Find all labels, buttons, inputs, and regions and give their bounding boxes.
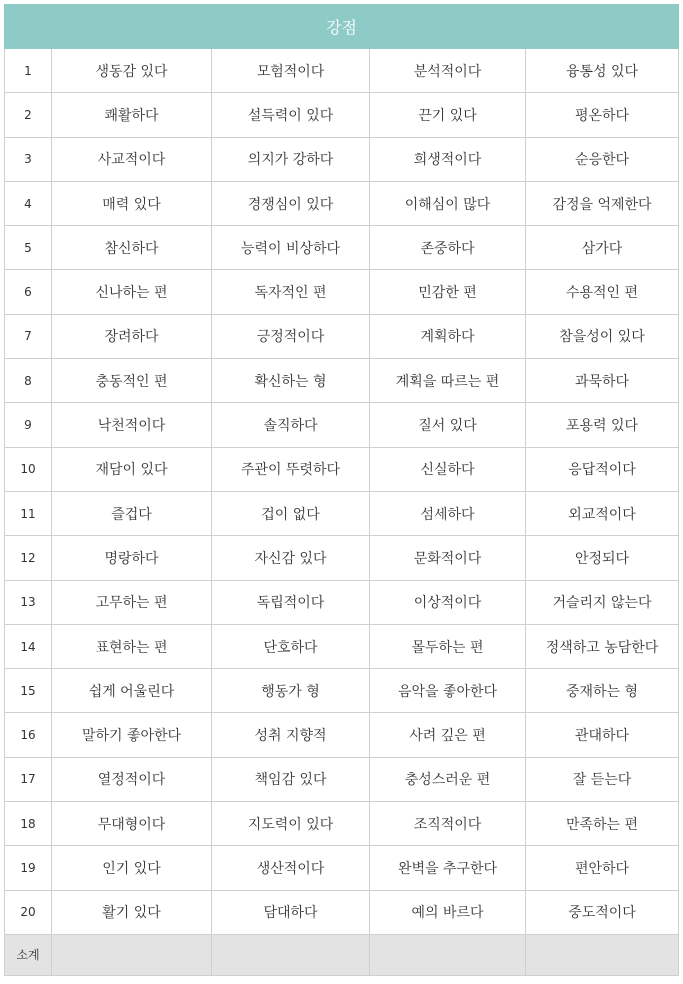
- trait-cell: 수용적인 편: [526, 270, 679, 314]
- table-title: 강점: [5, 5, 679, 49]
- table-row: [5, 536, 679, 580]
- trait-cell: 충동적인 편: [52, 359, 212, 403]
- trait-cell: 단호하다: [212, 624, 370, 668]
- trait-cell: 모험적이다: [212, 49, 370, 93]
- trait-cell: 사교적이다: [52, 137, 212, 181]
- trait-cell: 조직적이다: [370, 802, 526, 846]
- trait-cell: 생산적이다: [212, 846, 370, 890]
- trait-cell: 충성스러운 편: [370, 757, 526, 801]
- trait-cell: 평온하다: [526, 93, 679, 137]
- row-number: 6: [5, 270, 52, 314]
- trait-cell: 존중하다: [370, 226, 526, 270]
- trait-cell: 열정적이다: [52, 757, 212, 801]
- subtotal-label: 소계: [5, 934, 52, 975]
- row-number: 8: [5, 359, 52, 403]
- subtotal-cell[interactable]: [370, 934, 526, 975]
- strengths-table: [4, 4, 679, 976]
- trait-cell: 완벽을 추구한다: [370, 846, 526, 890]
- table-row: [5, 314, 679, 358]
- trait-cell: 주관이 뚜렷하다: [212, 447, 370, 491]
- row-number: 3: [5, 137, 52, 181]
- row-number: 11: [5, 491, 52, 535]
- table-row: [5, 270, 679, 314]
- trait-cell: 관대하다: [526, 713, 679, 757]
- table-row: [5, 846, 679, 890]
- row-number: 13: [5, 580, 52, 624]
- trait-cell: 문화적이다: [370, 536, 526, 580]
- trait-cell: 질서 있다: [370, 403, 526, 447]
- trait-cell: 독자적인 편: [212, 270, 370, 314]
- trait-cell: 사려 깊은 편: [370, 713, 526, 757]
- table-row: [5, 359, 679, 403]
- subtotal-cell[interactable]: [52, 934, 212, 975]
- table-row: [5, 226, 679, 270]
- trait-cell: 삼가다: [526, 226, 679, 270]
- trait-cell: 편안하다: [526, 846, 679, 890]
- row-number: 1: [5, 49, 52, 93]
- trait-cell: 민감한 편: [370, 270, 526, 314]
- trait-cell: 예의 바르다: [370, 890, 526, 934]
- trait-cell: 끈기 있다: [370, 93, 526, 137]
- table-row: [5, 181, 679, 225]
- trait-cell: 포용력 있다: [526, 403, 679, 447]
- row-number: 9: [5, 403, 52, 447]
- trait-cell: 겁이 없다: [212, 491, 370, 535]
- row-number: 7: [5, 314, 52, 358]
- trait-cell: 계획을 따르는 편: [370, 359, 526, 403]
- row-number: 19: [5, 846, 52, 890]
- trait-cell: 설득력이 있다: [212, 93, 370, 137]
- table-row: [5, 447, 679, 491]
- trait-cell: 참을성이 있다: [526, 314, 679, 358]
- subtotal-row: [5, 934, 679, 975]
- trait-cell: 계획하다: [370, 314, 526, 358]
- trait-cell: 희생적이다: [370, 137, 526, 181]
- table-row: [5, 669, 679, 713]
- trait-cell: 과묵하다: [526, 359, 679, 403]
- trait-cell: 신실하다: [370, 447, 526, 491]
- table-row: [5, 137, 679, 181]
- table-row: [5, 93, 679, 137]
- subtotal-cell[interactable]: [526, 934, 679, 975]
- trait-cell: 재담이 있다: [52, 447, 212, 491]
- row-number: 18: [5, 802, 52, 846]
- trait-cell: 명랑하다: [52, 536, 212, 580]
- trait-cell: 이해심이 많다: [370, 181, 526, 225]
- trait-cell: 장려하다: [52, 314, 212, 358]
- trait-cell: 안정되다: [526, 536, 679, 580]
- trait-cell: 중재하는 형: [526, 669, 679, 713]
- trait-cell: 신나하는 편: [52, 270, 212, 314]
- trait-cell: 담대하다: [212, 890, 370, 934]
- trait-cell: 경쟁심이 있다: [212, 181, 370, 225]
- table-body: [5, 49, 679, 976]
- trait-cell: 말하기 좋아한다: [52, 713, 212, 757]
- trait-cell: 자신감 있다: [212, 536, 370, 580]
- trait-cell: 참신하다: [52, 226, 212, 270]
- trait-cell: 융통성 있다: [526, 49, 679, 93]
- trait-cell: 무대형이다: [52, 802, 212, 846]
- trait-cell: 낙천적이다: [52, 403, 212, 447]
- table-row: [5, 890, 679, 934]
- trait-cell: 응답적이다: [526, 447, 679, 491]
- row-number: 14: [5, 624, 52, 668]
- trait-cell: 능력이 비상하다: [212, 226, 370, 270]
- trait-cell: 생동감 있다: [52, 49, 212, 93]
- trait-cell: 행동가 형: [212, 669, 370, 713]
- trait-cell: 독립적이다: [212, 580, 370, 624]
- table-row: [5, 491, 679, 535]
- table-row: [5, 403, 679, 447]
- trait-cell: 긍정적이다: [212, 314, 370, 358]
- trait-cell: 쾌활하다: [52, 93, 212, 137]
- trait-cell: 거슬리지 않는다: [526, 580, 679, 624]
- table-row: [5, 49, 679, 93]
- trait-cell: 잘 듣는다: [526, 757, 679, 801]
- table-row: [5, 757, 679, 801]
- trait-cell: 감정을 억제한다: [526, 181, 679, 225]
- row-number: 2: [5, 93, 52, 137]
- trait-cell: 책임감 있다: [212, 757, 370, 801]
- trait-cell: 솔직하다: [212, 403, 370, 447]
- row-number: 10: [5, 447, 52, 491]
- row-number: 16: [5, 713, 52, 757]
- trait-cell: 표현하는 편: [52, 624, 212, 668]
- trait-cell: 인기 있다: [52, 846, 212, 890]
- trait-cell: 분석적이다: [370, 49, 526, 93]
- row-number: 12: [5, 536, 52, 580]
- trait-cell: 정색하고 농담한다: [526, 624, 679, 668]
- trait-cell: 음악을 좋아한다: [370, 669, 526, 713]
- table-row: [5, 624, 679, 668]
- subtotal-cell[interactable]: [212, 934, 370, 975]
- trait-cell: 외교적이다: [526, 491, 679, 535]
- trait-cell: 만족하는 편: [526, 802, 679, 846]
- trait-cell: 매력 있다: [52, 181, 212, 225]
- table-row: [5, 713, 679, 757]
- trait-cell: 이상적이다: [370, 580, 526, 624]
- table-row: [5, 580, 679, 624]
- trait-cell: 중도적이다: [526, 890, 679, 934]
- row-number: 4: [5, 181, 52, 225]
- row-number: 20: [5, 890, 52, 934]
- trait-cell: 섬세하다: [370, 491, 526, 535]
- trait-cell: 고무하는 편: [52, 580, 212, 624]
- trait-cell: 지도력이 있다: [212, 802, 370, 846]
- trait-cell: 쉽게 어울린다: [52, 669, 212, 713]
- trait-cell: 몰두하는 편: [370, 624, 526, 668]
- trait-cell: 순응한다: [526, 137, 679, 181]
- trait-cell: 의지가 강하다: [212, 137, 370, 181]
- table-row: [5, 802, 679, 846]
- trait-cell: 활기 있다: [52, 890, 212, 934]
- row-number: 5: [5, 226, 52, 270]
- trait-cell: 성취 지향적: [212, 713, 370, 757]
- row-number: 15: [5, 669, 52, 713]
- row-number: 17: [5, 757, 52, 801]
- trait-cell: 확신하는 형: [212, 359, 370, 403]
- trait-cell: 즐겁다: [52, 491, 212, 535]
